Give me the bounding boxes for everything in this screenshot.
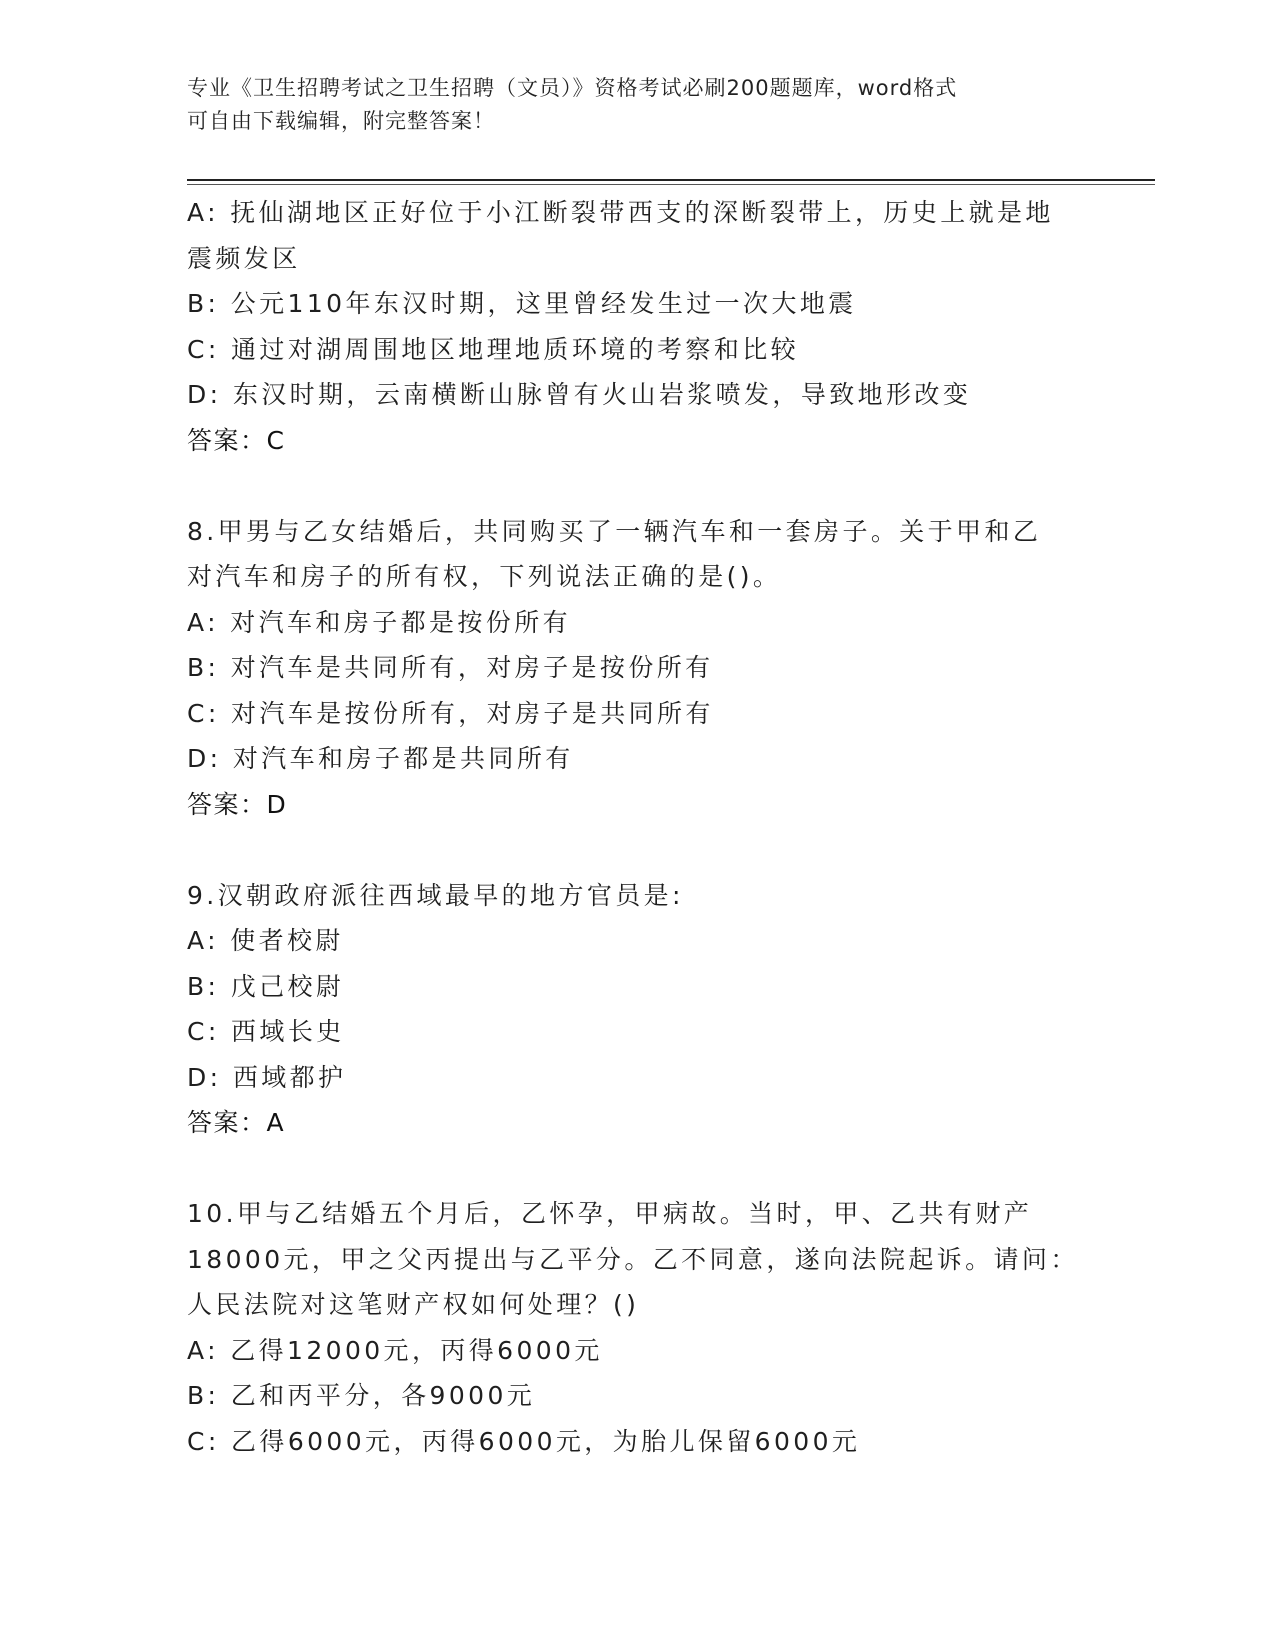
question-stem-continued: 18000元，甲之父丙提出与乙平分。乙不同意，遂向法院起诉。请问：: [187, 1244, 1079, 1274]
option-d: D: 西域都护: [187, 1062, 347, 1092]
document-header: [187, 72, 1067, 138]
spacer: [187, 1146, 1087, 1192]
question-stem: 9.汉朝政府派往西域最早的地方官员是:: [187, 880, 684, 910]
question-stem: 8.甲男与乙女结婚后，共同购买了一辆汽车和一套房子。关于甲和乙: [187, 516, 1042, 546]
spacer: [187, 827, 1087, 873]
option-c: C: 乙得6000元，丙得6000元，为胎儿保留6000元: [187, 1426, 861, 1456]
option-d: D: 对汽车和房子都是共同所有: [187, 744, 574, 773]
question-9: [187, 873, 1087, 1146]
spacer: [187, 463, 1087, 509]
option-b: B: 对汽车是共同所有，对房子是按份所有: [187, 653, 714, 682]
option-d: D: 东汉时期，云南横断山脉曾有火山岩浆喷发，导致地形改变: [187, 380, 972, 409]
option-c: C: 对汽车是按份所有，对房子是共同所有: [187, 698, 714, 728]
option-c: C: 西域长史: [187, 1017, 345, 1046]
option-a: A: 使者校尉: [187, 926, 344, 955]
question-stem-continued: 对汽车和房子的所有权，下列说法正确的是()。: [187, 562, 782, 591]
option-a: A: 对汽车和房子都是按份所有: [187, 607, 572, 637]
question-stem-continued: 人民法院对这笔财产权如何处理？(): [187, 1290, 640, 1319]
header-line-1: 专业《卫生招聘考试之卫生招聘（文员）》资格考试必刷200题题库，word格式: [187, 76, 958, 100]
answer: 答案：D: [187, 789, 288, 819]
question-8: [187, 509, 1087, 828]
option-a: A: 抚仙湖地区正好位于小江断裂带西支的深断裂带上，历史上就是地: [187, 198, 1054, 227]
answer: 答案：A: [187, 1108, 286, 1137]
option-a: A: 乙得12000元，丙得6000元: [187, 1335, 603, 1365]
option-b: B: 戊己校尉: [187, 971, 345, 1001]
question-10: [187, 1191, 1087, 1464]
question-stem: 10.甲与乙结婚五个月后，乙怀孕，甲病故。当时，甲、乙共有财产: [187, 1199, 1033, 1228]
header-divider-thin: [187, 184, 1155, 185]
option-b: B: 乙和丙平分，各9000元: [187, 1381, 536, 1410]
option-c: C: 通过对湖周围地区地理地质环境的考察和比较: [187, 334, 800, 364]
header-line-2: 可自由下载编辑，附完整答案！: [187, 109, 495, 133]
answer: 答案：C: [187, 425, 286, 455]
header-divider-thick: [187, 179, 1155, 181]
question-list: [187, 190, 1087, 1464]
question-7: [187, 190, 1087, 463]
option-a-continued: 震频发区: [187, 243, 301, 273]
option-b: B: 公元110年东汉时期，这里曾经发生过一次大地震: [187, 289, 857, 318]
